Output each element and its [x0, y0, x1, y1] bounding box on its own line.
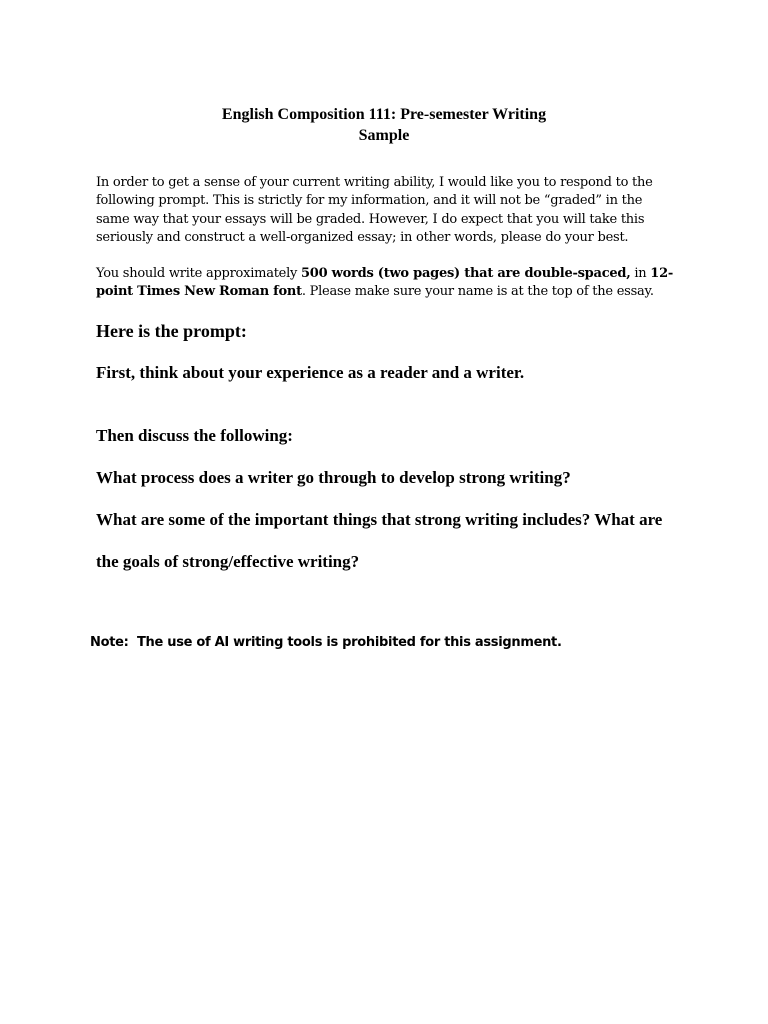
- ai-tools-note: Note: The use of AI writing tools is prohibited for this assignment.: [90, 635, 562, 650]
- requirements-word-count: 500 words (two pages) that are double-spaced,: [301, 266, 631, 281]
- requirements-text-3: . Please make sure your name is at the top of the essay.: [301, 284, 654, 300]
- prompt-heading: Here is the prompt:: [96, 321, 247, 341]
- document-title: [0, 104, 768, 146]
- first-instruction: First, think about your experience as a reader and a writer.: [96, 363, 525, 382]
- requirements-text-2: in: [630, 266, 651, 281]
- requirements-paragraph: [96, 265, 676, 302]
- requirements-font: 12-point Times New Roman font: [96, 266, 674, 300]
- title-line-2: Sample: [358, 127, 410, 144]
- question-1: What process does a writer go through to develop strong writing?: [96, 468, 571, 487]
- intro-paragraph: In order to get a sense of your current writing ability, I would like you to respond to the following prompt. This is strictly for my information, and it will not be “graded” in the same way that your essays will be graded. However, I do expect that you will take this seriously and construct a well-organized essay; in other words, please do your best.: [96, 175, 653, 246]
- question-2: What are some of the important things that strong writing includes? What are the goals of strong/effective writing?: [96, 510, 663, 571]
- requirements-text-1: You should write approximately: [96, 266, 301, 281]
- then-instruction: Then discuss the following:: [96, 426, 293, 445]
- title-line-1: English Composition 111: Pre-semester Writing: [221, 106, 547, 123]
